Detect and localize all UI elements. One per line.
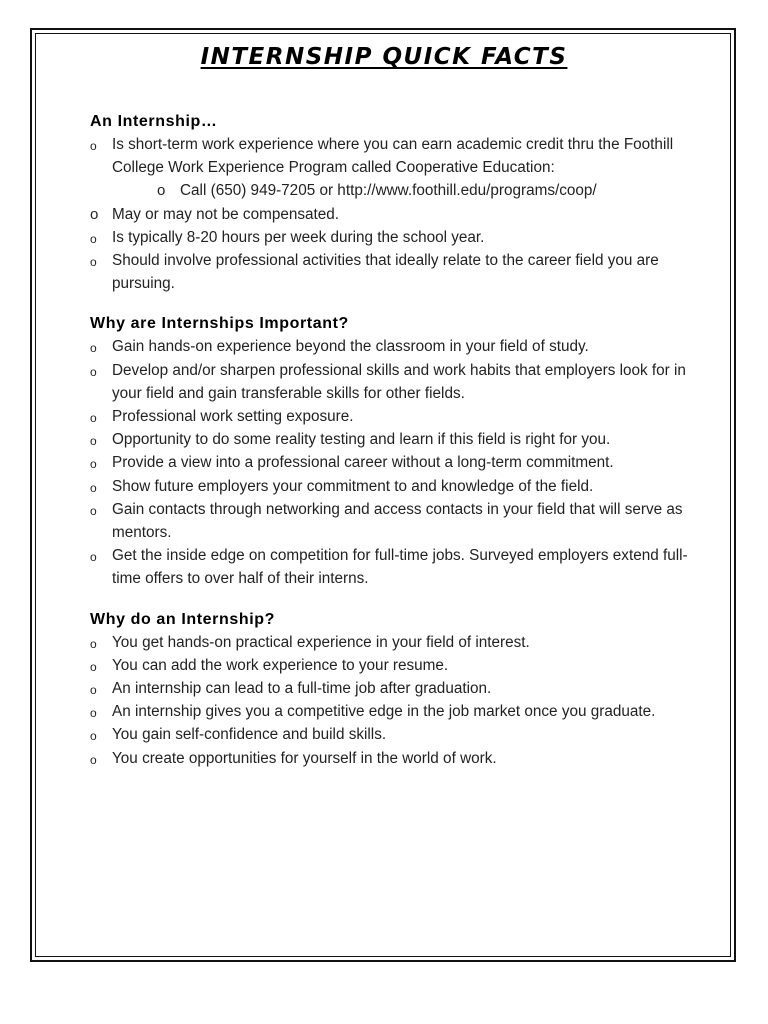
bullet-icon: o <box>90 659 97 674</box>
bullet-icon: o <box>90 434 97 449</box>
bullet-icon: o <box>90 729 97 744</box>
bullet-list <box>90 335 690 590</box>
section-heading: Why are Internships Important? <box>90 315 349 333</box>
list-item <box>90 451 690 474</box>
list-item <box>90 405 690 428</box>
list-item-text: Opportunity to do some reality testing and learn if this field is right for you. <box>112 431 611 449</box>
bullet-icon: o <box>90 364 97 379</box>
bullet-icon: o <box>90 503 97 518</box>
list-item <box>90 249 690 295</box>
list-item <box>90 133 690 179</box>
bullet-icon: o <box>90 550 97 565</box>
bullet-icon: o <box>90 411 97 426</box>
list-item <box>90 203 690 226</box>
list-item-text: You create opportunities for yourself in the world of work. <box>112 749 497 767</box>
list-item-text: Show future employers your commitment to and knowledge of the field. <box>112 477 594 495</box>
list-item-text: You get hands-on practical experience in your field of interest. <box>112 633 530 651</box>
section-heading: Why do an Internship? <box>90 610 276 628</box>
list-item <box>90 475 690 498</box>
bullet-icon: o <box>90 231 97 246</box>
list-item <box>90 428 690 451</box>
bullet-icon: o <box>90 636 97 651</box>
list-item-text: You can add the work experience to your resume. <box>112 656 449 674</box>
bullet-icon: o <box>90 480 97 495</box>
list-item-text: May or may not be compensated. <box>112 205 340 223</box>
bullet-list <box>90 133 690 295</box>
list-item <box>90 654 690 677</box>
list-item-text: Develop and/or sharpen professional skills and work habits that employers look for in your field and gain transferable skills for other fields. <box>112 361 686 402</box>
list-item-text: You gain self-confidence and build skills. <box>112 726 387 744</box>
list-item-text: Should involve professional activities that ideally relate to the career field you are pursuing. <box>112 252 659 293</box>
list-item <box>90 723 690 746</box>
section-an-internship <box>90 110 690 295</box>
list-item-text: Professional work setting exposure. <box>112 408 354 426</box>
section-why-do <box>90 608 690 770</box>
document-title: INTERNSHIP QUICK FACTS <box>200 44 568 70</box>
section-why-important <box>90 312 690 590</box>
bullet-icon: o <box>90 706 97 721</box>
list-item <box>90 747 690 770</box>
list-item-text: Get the inside edge on competition for full-time jobs. Surveyed employers extend full-time offers to over half of their interns. <box>112 547 688 588</box>
bullet-icon: o <box>90 205 99 223</box>
list-item <box>90 700 690 723</box>
list-subitem <box>90 179 690 202</box>
contact-info-text: Call (650) 949-7205 or http://www.foothill.edu/programs/coop/ <box>180 182 597 200</box>
bullet-icon: o <box>90 255 97 270</box>
bullet-icon: o <box>90 457 97 472</box>
list-item <box>90 498 690 544</box>
bullet-icon: o <box>90 683 97 698</box>
bullet-icon: o <box>90 139 97 153</box>
bullet-icon: o <box>157 182 166 200</box>
list-item-text: Gain contacts through networking and access contacts in your field that will serve as mentors. <box>112 500 683 542</box>
list-item <box>90 631 690 654</box>
bullet-list <box>90 631 690 770</box>
list-item-text: An internship gives you a competitive edge in the job market once you graduate. <box>112 703 656 721</box>
list-item-text: Is short-term work experience where you can earn academic credit thru the Foothill College Work Experience Program called Cooperative Education: <box>112 136 674 177</box>
document-body <box>90 110 690 787</box>
list-item-text: Gain hands-on experience beyond the classroom in your field of study. <box>112 338 589 356</box>
list-item-text: Is typically 8-20 hours per week during the school year. <box>112 228 485 246</box>
bullet-icon: o <box>90 341 97 356</box>
list-item <box>90 226 690 249</box>
list-item <box>90 359 690 405</box>
list-item-text: An internship can lead to a full-time job after graduation. <box>112 680 492 698</box>
section-heading: An Internship… <box>90 113 218 130</box>
list-item <box>90 335 690 358</box>
bullet-icon: o <box>90 752 97 767</box>
list-item-text: Provide a view into a professional career without a long-term commitment. <box>112 454 614 472</box>
list-item <box>90 544 690 590</box>
list-item <box>90 677 690 700</box>
